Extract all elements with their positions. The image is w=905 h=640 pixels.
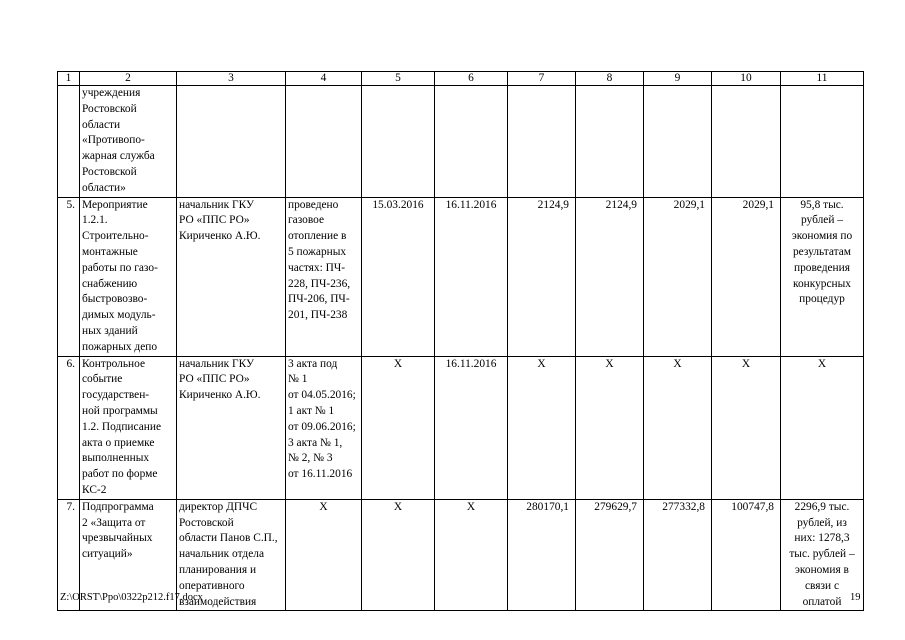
start-date-cell: Х	[362, 499, 435, 611]
responsible-cell: начальник ГКУ РО «ППС РО» Кириченко А.Ю.	[177, 197, 286, 356]
value-cell-8: 2124,9	[576, 197, 644, 356]
header-cell: 1	[58, 72, 80, 86]
header-cell: 8	[576, 72, 644, 86]
value-cell-9: 277332,8	[644, 499, 712, 611]
header-cell: 5	[362, 72, 435, 86]
note-cell: 95,8 тыс. рублей – экономия по результатам проведения конкурсных процедур	[781, 197, 864, 356]
responsible-cell: директор ДПЧС Ростовской области Панов С.П., начальник отдела планирования и оперативного взаимодействия	[177, 499, 286, 611]
table-row	[58, 86, 864, 198]
header-cell: 9	[644, 72, 712, 86]
row-number-cell	[58, 86, 80, 198]
end-date-cell: Х	[435, 499, 508, 611]
value-cell-7: Х	[508, 356, 576, 499]
activity-name-cell: Мероприятие 1.2.1. Строительно- монтажные работы по газо- снабжению быстровозво- димых модуль- ных зданий пожарных депо	[80, 197, 177, 356]
value-cell-9: 2029,1	[644, 197, 712, 356]
value-cell-7: 2124,9	[508, 197, 576, 356]
report-table	[57, 71, 864, 611]
activity-name-cell: Подпрограмма 2 «Защита от чрезвычайных ситуаций»	[80, 499, 177, 611]
page-number: 19	[850, 592, 861, 603]
result-cell: Х	[286, 499, 362, 611]
header-cell: 2	[80, 72, 177, 86]
responsible-cell: начальник ГКУ РО «ППС РО» Кириченко А.Ю.	[177, 356, 286, 499]
value-cell-8: Х	[576, 356, 644, 499]
table-row	[58, 197, 864, 356]
result-cell: проведено газовое отопление в 5 пожарных частях: ПЧ- 228, ПЧ-236, ПЧ-206, ПЧ- 201, ПЧ-238	[286, 197, 362, 356]
value-cell-8: 279629,7	[576, 499, 644, 611]
header-cell: 7	[508, 72, 576, 86]
start-date-cell: 15.03.2016	[362, 197, 435, 356]
activity-name-cell: учреждения Ростовской области «Противопо- жарная служба Ростовской области»	[80, 86, 177, 198]
value-cell-7: 280170,1	[508, 499, 576, 611]
value-cell-10: Х	[712, 356, 781, 499]
result-cell	[286, 86, 362, 198]
value-cell-10	[712, 86, 781, 198]
end-date-cell: 16.11.2016	[435, 197, 508, 356]
value-cell-9: Х	[644, 356, 712, 499]
start-date-cell	[362, 86, 435, 198]
header-cell: 6	[435, 72, 508, 86]
value-cell-10: 2029,1	[712, 197, 781, 356]
value-cell-10: 100747,8	[712, 499, 781, 611]
header-cell: 4	[286, 72, 362, 86]
note-cell: Х	[781, 356, 864, 499]
row-number-cell: 7.	[58, 499, 80, 611]
note-cell: 2296,9 тыс. рублей, из них: 1278,3 тыс. рублей – экономия в связи с оплатой	[781, 499, 864, 611]
note-cell	[781, 86, 864, 198]
footer-file-path: Z:\ORST\Ppo\0322p212.f17.docx	[60, 592, 203, 603]
header-cell: 11	[781, 72, 864, 86]
activity-name-cell: Контрольное событие государствен- ной программы 1.2. Подписание акта о приемке выполненных работ по форме КС-2	[80, 356, 177, 499]
header-row	[58, 72, 864, 86]
result-cell: 3 акта под № 1 от 04.05.2016; 1 акт № 1 от 09.06.2016; 3 акта № 1, № 2, № 3 от 16.11.2016	[286, 356, 362, 499]
end-date-cell	[435, 86, 508, 198]
value-cell-8	[576, 86, 644, 198]
header-cell: 3	[177, 72, 286, 86]
value-cell-7	[508, 86, 576, 198]
table-row	[58, 356, 864, 499]
end-date-cell: 16.11.2016	[435, 356, 508, 499]
header-cell: 10	[712, 72, 781, 86]
row-number-cell: 5.	[58, 197, 80, 356]
value-cell-9	[644, 86, 712, 198]
start-date-cell: Х	[362, 356, 435, 499]
responsible-cell	[177, 86, 286, 198]
row-number-cell: 6.	[58, 356, 80, 499]
